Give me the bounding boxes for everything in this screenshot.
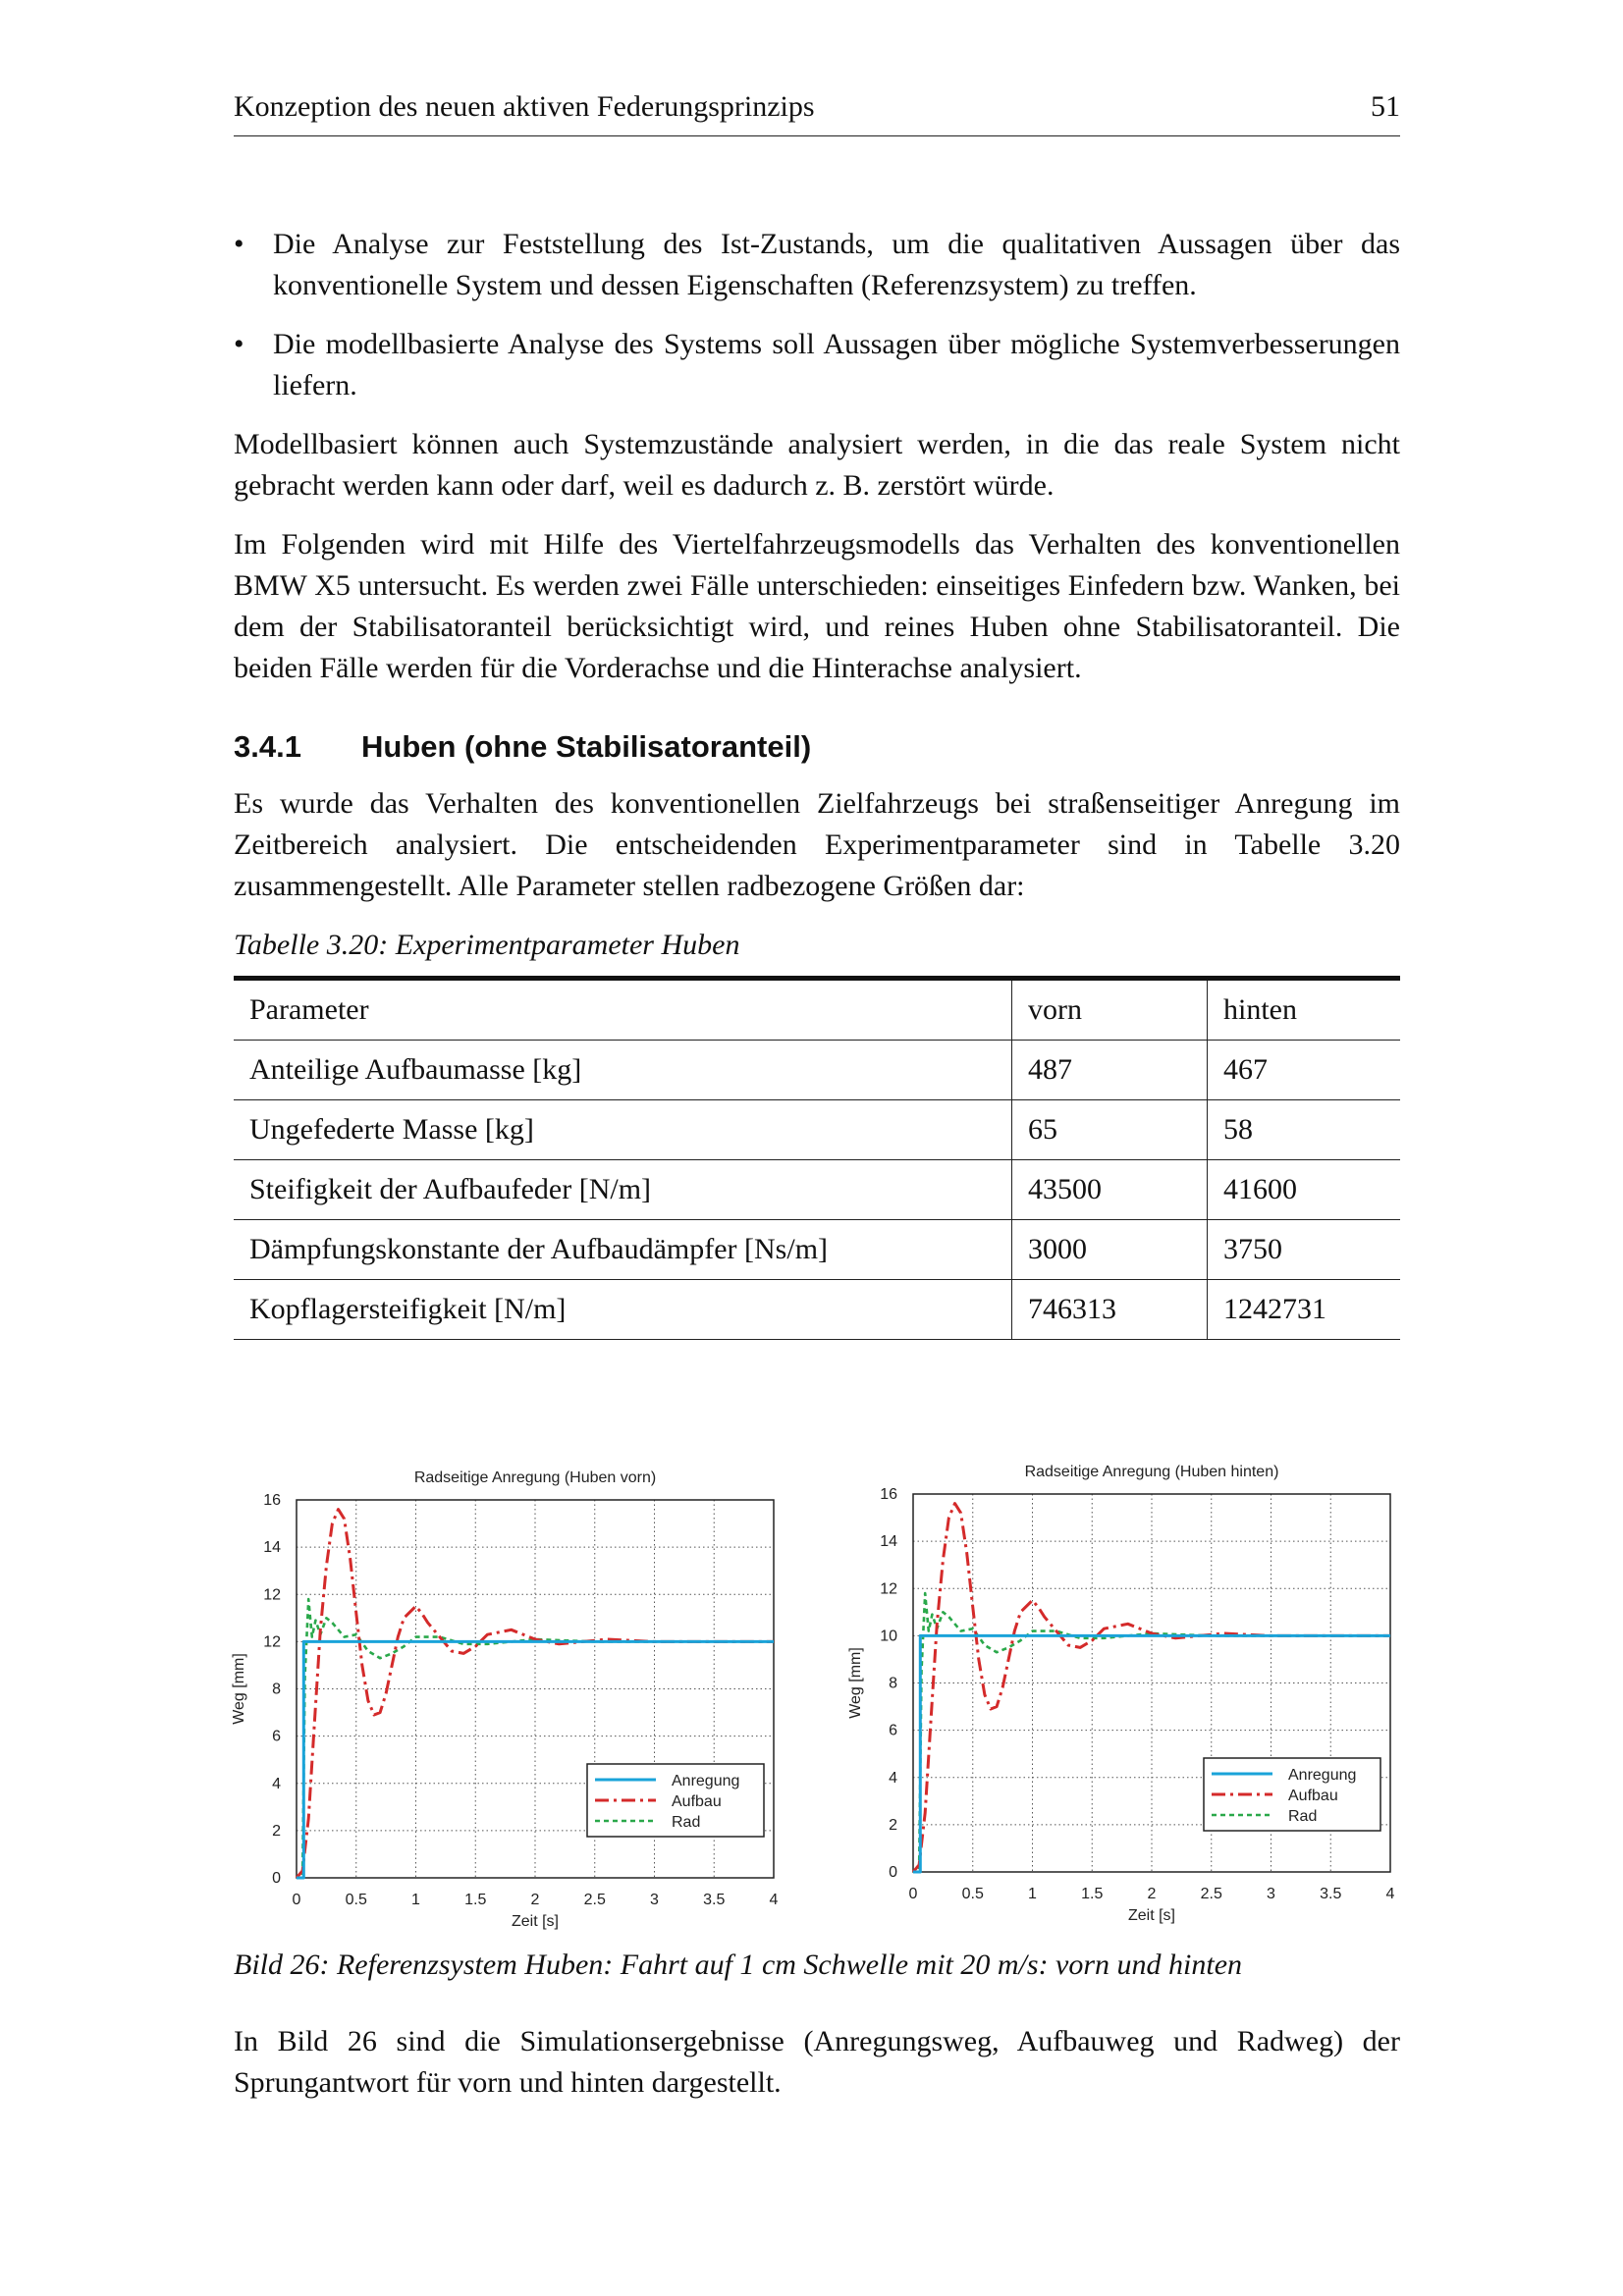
legend-label: Anregung xyxy=(1288,1767,1357,1784)
x-tick-label: 1.5 xyxy=(464,1892,487,1908)
y-tick-label: 8 xyxy=(889,1675,897,1692)
list-item xyxy=(234,324,1400,406)
x-tick-label: 2 xyxy=(530,1892,540,1908)
table-caption: Tabelle 3.20: Experimentparameter Huben xyxy=(234,929,740,961)
x-tick-label: 2 xyxy=(1147,1886,1157,1902)
table-row xyxy=(234,1160,1400,1220)
bullet-list xyxy=(234,224,1400,406)
y-tick-label: 0 xyxy=(889,1864,897,1881)
table-cell: 467 xyxy=(1208,1041,1401,1100)
x-axis-label: Zeit [s] xyxy=(1127,1907,1176,1924)
y-tick-label: 16 xyxy=(880,1486,897,1503)
closing-paragraph: In Bild 26 sind die Simulationsergebnisse (Anregungsweg, Aufbauweg und Radweg) der Sprungantwort für vorn und hinten dargestellt. xyxy=(234,2025,1400,2099)
y-tick-label: 2 xyxy=(272,1822,281,1840)
bullet-symbol: • xyxy=(234,228,244,260)
x-tick-label: 0 xyxy=(908,1886,918,1902)
table-cell: 3000 xyxy=(1012,1220,1208,1280)
section-heading xyxy=(234,726,1400,768)
table-cell: 58 xyxy=(1208,1100,1401,1160)
main-content xyxy=(234,224,1400,1340)
table-header-cell: hinten xyxy=(1208,979,1401,1041)
x-tick-label: 4 xyxy=(1385,1886,1395,1902)
table-header-cell: Parameter xyxy=(234,979,1012,1041)
x-tick-label: 3 xyxy=(650,1892,659,1908)
y-tick-label: 4 xyxy=(272,1775,281,1792)
legend-label: Aufbau xyxy=(672,1793,722,1810)
x-tick-label: 1 xyxy=(411,1892,420,1908)
parameter-table xyxy=(234,976,1400,1340)
y-tick-label: 12 xyxy=(880,1580,897,1598)
paragraph: Im Folgenden wird mit Hilfe des Viertelfahrzeugsmodells das Verhalten des konventionellen BMW X5 untersucht. Es werden zwei Fälle unterschieden: einseitiges Einfedern bzw. Wanken, bei dem der Stabilisatoranteil berücksichtigt wird, und reines Huben ohne Stabilisatoranteil. Die beiden Fälle werden für die Vorderachse und die Hinterachse analysiert. xyxy=(234,528,1400,684)
table-row xyxy=(234,1100,1400,1160)
y-tick-label: 12 xyxy=(263,1586,281,1604)
x-tick-label: 0.5 xyxy=(345,1892,367,1908)
bullet-symbol: • xyxy=(234,328,244,360)
section-number: 3.4.1 xyxy=(234,729,301,764)
table-header-row xyxy=(234,979,1400,1041)
x-tick-label: 0.5 xyxy=(961,1886,984,1902)
y-tick-label: 6 xyxy=(272,1728,281,1745)
chart-hinten-svg xyxy=(842,1445,1432,1936)
figure-caption: Bild 26: Referenzsystem Huben: Fahrt auf 1 cm Schwelle mit 20 m/s: vorn und hinten xyxy=(234,1949,1243,1981)
chart-title: Radseitige Anregung (Huben vorn) xyxy=(413,1469,657,1486)
x-tick-label: 1 xyxy=(1028,1886,1037,1902)
y-tick-label: 8 xyxy=(272,1681,281,1698)
table-cell: Ungefederte Masse [kg] xyxy=(234,1100,1012,1160)
legend-label: Rad xyxy=(1288,1808,1318,1825)
running-title: Konzeption des neuen aktiven Federungsprinzips xyxy=(234,90,815,123)
bullet-text: Die Analyse zur Feststellung des Ist-Zustands, um die qualitativen Aussagen über das konventionelle System und dessen Eigenschaften (Referenzsystem) zu treffen. xyxy=(273,228,1400,301)
x-tick-label: 2.5 xyxy=(1200,1886,1222,1902)
list-item xyxy=(234,224,1400,306)
paragraph: Modellbasiert können auch Systemzustände analysiert werden, in die das reale System nicht gebracht werden kann oder darf, weil es dadurch z. B. zerstört würde. xyxy=(234,428,1400,502)
table-cell: 43500 xyxy=(1012,1160,1208,1220)
table-cell: 1242731 xyxy=(1208,1280,1401,1340)
legend-label: Anregung xyxy=(672,1773,740,1789)
y-tick-label: 2 xyxy=(889,1816,897,1834)
table-cell: Kopflagersteifigkeit [N/m] xyxy=(234,1280,1012,1340)
page-header xyxy=(234,90,1400,136)
x-tick-label: 4 xyxy=(769,1892,779,1908)
y-tick-label: 14 xyxy=(880,1533,897,1551)
chart-vorn-svg xyxy=(226,1451,815,1942)
x-tick-label: 3.5 xyxy=(703,1892,726,1908)
x-tick-label: 3 xyxy=(1267,1886,1275,1902)
y-tick-label: 14 xyxy=(263,1539,281,1557)
section-title: Huben (ohne Stabilisatoranteil) xyxy=(361,729,812,764)
table-cell: 41600 xyxy=(1208,1160,1401,1220)
y-tick-label: 12 xyxy=(263,1633,281,1651)
table-cell: Anteilige Aufbaumasse [kg] xyxy=(234,1041,1012,1100)
y-axis-label: Weg [mm] xyxy=(847,1647,864,1719)
table-cell: 487 xyxy=(1012,1041,1208,1100)
legend-label: Aufbau xyxy=(1288,1788,1338,1804)
x-tick-label: 2.5 xyxy=(583,1892,606,1908)
x-axis-label: Zeit [s] xyxy=(511,1913,560,1930)
y-tick-label: 6 xyxy=(889,1722,897,1739)
x-tick-label: 1.5 xyxy=(1081,1886,1104,1902)
y-tick-label: 4 xyxy=(889,1769,897,1787)
legend-label: Rad xyxy=(672,1814,701,1831)
section-intro: Es wurde das Verhalten des konventionellen Zielfahrzeugs bei straßenseitiger Anregung im Zeitbereich analysiert. Die entscheidenden Experimentparameter sind in Tabelle 3.20 zusammengestellt. Alle Parameter stellen radbezogene Größen dar: xyxy=(234,787,1400,902)
table-row xyxy=(234,1041,1400,1100)
figure xyxy=(226,1451,1404,1942)
table-row xyxy=(234,1280,1400,1340)
x-tick-label: 0 xyxy=(292,1892,301,1908)
table-row xyxy=(234,1220,1400,1280)
chart-hinten xyxy=(842,1445,1432,1941)
table-cell: 746313 xyxy=(1012,1280,1208,1340)
table-cell: Dämpfungskonstante der Aufbaudämpfer [Ns/m] xyxy=(234,1220,1012,1280)
table-cell: 3750 xyxy=(1208,1220,1401,1280)
table-header-cell: vorn xyxy=(1012,979,1208,1041)
y-axis-label: Weg [mm] xyxy=(231,1653,247,1725)
y-tick-label: 0 xyxy=(272,1870,281,1887)
table-cell: Steifigkeit der Aufbaufeder [N/m] xyxy=(234,1160,1012,1220)
chart-vorn xyxy=(226,1451,815,1947)
x-tick-label: 3.5 xyxy=(1320,1886,1342,1902)
y-tick-label: 10 xyxy=(880,1628,897,1645)
page-number: 51 xyxy=(1371,90,1400,123)
chart-title: Radseitige Anregung (Huben hinten) xyxy=(1024,1464,1279,1480)
y-tick-label: 16 xyxy=(263,1492,281,1509)
table-cell: 65 xyxy=(1012,1100,1208,1160)
bullet-text: Die modellbasierte Analyse des Systems soll Aussagen über mögliche Systemverbesserungen liefern. xyxy=(273,328,1400,401)
